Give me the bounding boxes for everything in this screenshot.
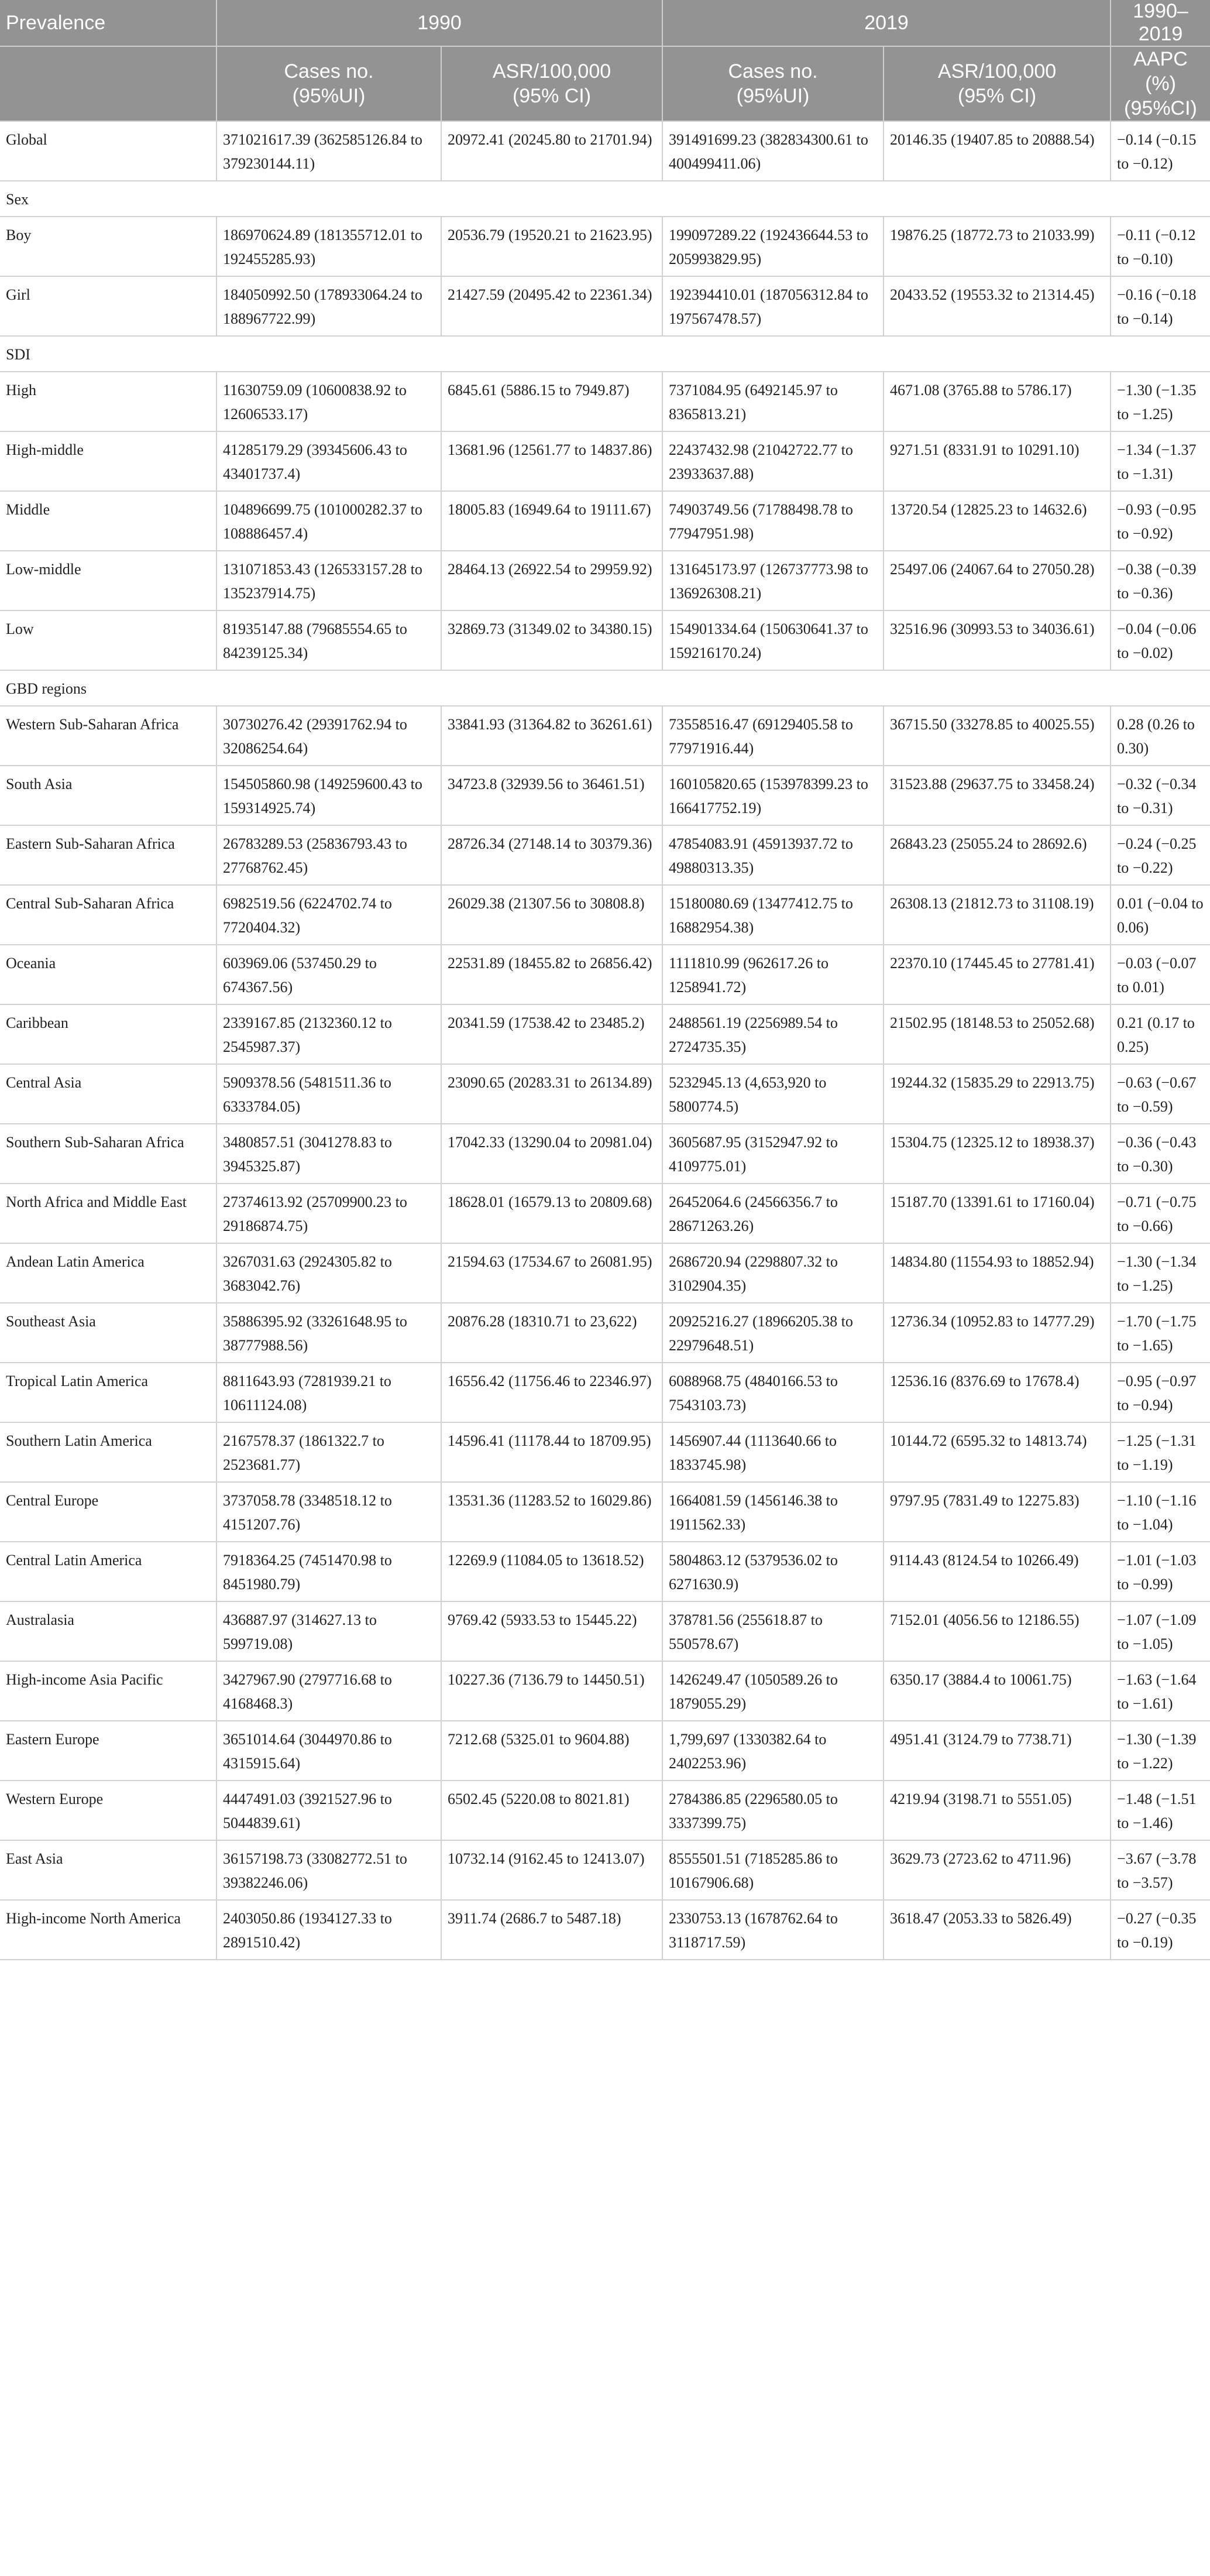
cases-1990-cell: 27374613.92 (25709900.23 to 29186874.75) <box>216 1184 441 1243</box>
asr-1990-cell: 17042.33 (13290.04 to 20981.04) <box>441 1124 662 1184</box>
asr-1990-cell: 20972.41 (20245.80 to 21701.94) <box>441 121 662 181</box>
row-label: Southern Latin America <box>0 1422 216 1482</box>
asr-1990-cell: 3911.74 (2686.7 to 5487.18) <box>441 1900 662 1960</box>
aapc-cell: −1.30 (−1.39 to −1.22) <box>1111 1721 1210 1781</box>
aapc-cell: 0.01 (−0.04 to 0.06) <box>1111 885 1210 945</box>
cases-1990-cell: 7918364.25 (7451470.98 to 8451980.79) <box>216 1542 441 1601</box>
cases-2019-cell: 131645173.97 (126737773.98 to 136926308.21) <box>662 551 884 610</box>
row-label: Central Asia <box>0 1064 216 1124</box>
cases-1990-cell: 186970624.89 (181355712.01 to 192455285.93) <box>216 217 441 276</box>
asr-1990-cell: 12269.9 (11084.05 to 13618.52) <box>441 1542 662 1601</box>
asr-1990-cell: 13681.96 (12561.77 to 14837.86) <box>441 431 662 491</box>
section-row <box>0 181 1210 217</box>
asr-2019-cell: 3618.47 (2053.33 to 5826.49) <box>884 1900 1111 1960</box>
table-row <box>0 1482 1210 1542</box>
asr-2019-cell: 20433.52 (19553.32 to 21314.45) <box>884 276 1111 336</box>
asr-2019-cell: 25497.06 (24067.64 to 27050.28) <box>884 551 1111 610</box>
cases-2019-cell: 8555501.51 (7185285.86 to 10167906.68) <box>662 1840 884 1900</box>
row-label: Southern Sub-Saharan Africa <box>0 1124 216 1184</box>
aapc-cell: −1.70 (−1.75 to −1.65) <box>1111 1303 1210 1363</box>
cases-2019-cell: 2330753.13 (1678762.64 to 3118717.59) <box>662 1900 884 1960</box>
table-row <box>0 1363 1210 1422</box>
cases-1990-cell: 436887.97 (314627.13 to 599719.08) <box>216 1601 441 1661</box>
row-label: Caribbean <box>0 1004 216 1064</box>
cases-1990-cell: 3737058.78 (3348518.12 to 4151207.76) <box>216 1482 441 1542</box>
aapc-cell: −0.14 (−0.15 to −0.12) <box>1111 121 1210 181</box>
asr-1990-cell: 20536.79 (19520.21 to 21623.95) <box>441 217 662 276</box>
cases-1990-cell: 81935147.88 (79685554.65 to 84239125.34) <box>216 610 441 670</box>
header-asr-1990: ASR/100,000 (95% CI) <box>441 46 662 121</box>
asr-2019-cell: 22370.10 (17445.45 to 27781.41) <box>884 945 1111 1004</box>
aapc-cell: −1.01 (−1.03 to −0.99) <box>1111 1542 1210 1601</box>
asr-2019-cell: 12736.34 (10952.83 to 14777.29) <box>884 1303 1111 1363</box>
cases-2019-cell: 2686720.94 (2298807.32 to 3102904.35) <box>662 1243 884 1303</box>
table-row <box>0 276 1210 336</box>
table-row <box>0 885 1210 945</box>
asr-1990-cell: 13531.36 (11283.52 to 16029.86) <box>441 1482 662 1542</box>
cases-1990-cell: 131071853.43 (126533157.28 to 135237914.75) <box>216 551 441 610</box>
aapc-cell: −0.11 (−0.12 to −0.10) <box>1111 217 1210 276</box>
asr-1990-cell: 28726.34 (27148.14 to 30379.36) <box>441 825 662 885</box>
asr-1990-cell: 10227.36 (7136.79 to 14450.51) <box>441 1661 662 1721</box>
asr-1990-cell: 9769.42 (5933.53 to 15445.22) <box>441 1601 662 1661</box>
table-row <box>0 121 1210 181</box>
asr-2019-cell: 9797.95 (7831.49 to 12275.83) <box>884 1482 1111 1542</box>
asr-2019-cell: 4951.41 (3124.79 to 7738.71) <box>884 1721 1111 1781</box>
cases-2019-cell: 199097289.22 (192436644.53 to 205993829.95) <box>662 217 884 276</box>
row-label: Oceania <box>0 945 216 1004</box>
header-cases-2019: Cases no. (95%UI) <box>662 46 884 121</box>
aapc-cell: −0.03 (−0.07 to 0.01) <box>1111 945 1210 1004</box>
table-row <box>0 1601 1210 1661</box>
cases-2019-cell: 74903749.56 (71788498.78 to 77947951.98) <box>662 491 884 551</box>
row-label: High-middle <box>0 431 216 491</box>
row-label: High-income Asia Pacific <box>0 1661 216 1721</box>
asr-2019-cell: 13720.54 (12825.23 to 14632.6) <box>884 491 1111 551</box>
cases-2019-cell: 22437432.98 (21042722.77 to 23933637.88) <box>662 431 884 491</box>
cases-2019-cell: 5804863.12 (5379536.02 to 6271630.9) <box>662 1542 884 1601</box>
aapc-cell: −0.32 (−0.34 to −0.31) <box>1111 766 1210 825</box>
table-row <box>0 1900 1210 1960</box>
cases-1990-cell: 36157198.73 (33082772.51 to 39382246.06) <box>216 1840 441 1900</box>
row-label: Western Europe <box>0 1781 216 1840</box>
aapc-cell: −1.30 (−1.34 to −1.25) <box>1111 1243 1210 1303</box>
row-label: Tropical Latin America <box>0 1363 216 1422</box>
row-label: High <box>0 372 216 431</box>
row-label: Central Sub-Saharan Africa <box>0 885 216 945</box>
aapc-cell: −0.93 (−0.95 to −0.92) <box>1111 491 1210 551</box>
asr-2019-cell: 9271.51 (8331.91 to 10291.10) <box>884 431 1111 491</box>
asr-1990-cell: 18628.01 (16579.13 to 20809.68) <box>441 1184 662 1243</box>
row-label: Global <box>0 121 216 181</box>
cases-2019-cell: 1456907.44 (1113640.66 to 1833745.98) <box>662 1422 884 1482</box>
row-label: Middle <box>0 491 216 551</box>
aapc-cell: −0.04 (−0.06 to −0.02) <box>1111 610 1210 670</box>
asr-2019-cell: 26843.23 (25055.24 to 28692.6) <box>884 825 1111 885</box>
aapc-cell: 0.21 (0.17 to 0.25) <box>1111 1004 1210 1064</box>
asr-2019-cell: 15187.70 (13391.61 to 17160.04) <box>884 1184 1111 1243</box>
table-row <box>0 1064 1210 1124</box>
asr-2019-cell: 4219.94 (3198.71 to 5551.05) <box>884 1781 1111 1840</box>
table-row <box>0 945 1210 1004</box>
asr-1990-cell: 22531.89 (18455.82 to 26856.42) <box>441 945 662 1004</box>
asr-1990-cell: 18005.83 (16949.64 to 19111.67) <box>441 491 662 551</box>
table-row <box>0 431 1210 491</box>
aapc-cell: −0.16 (−0.18 to −0.14) <box>1111 276 1210 336</box>
header-year-2019: 2019 <box>662 0 1111 46</box>
aapc-cell: −1.30 (−1.35 to −1.25) <box>1111 372 1210 431</box>
cases-1990-cell: 184050992.50 (178933064.24 to 188967722.99) <box>216 276 441 336</box>
cases-2019-cell: 26452064.6 (24566356.7 to 28671263.26) <box>662 1184 884 1243</box>
cases-2019-cell: 1111810.99 (962617.26 to 1258941.72) <box>662 945 884 1004</box>
row-label: Australasia <box>0 1601 216 1661</box>
table-row <box>0 551 1210 610</box>
aapc-cell: −0.38 (−0.39 to −0.36) <box>1111 551 1210 610</box>
asr-1990-cell: 14596.41 (11178.44 to 18709.95) <box>441 1422 662 1482</box>
row-label: Girl <box>0 276 216 336</box>
aapc-cell: −1.48 (−1.51 to −1.46) <box>1111 1781 1210 1840</box>
asr-1990-cell: 21594.63 (17534.67 to 26081.95) <box>441 1243 662 1303</box>
cases-1990-cell: 5909378.56 (5481511.36 to 6333784.05) <box>216 1064 441 1124</box>
table-row <box>0 1184 1210 1243</box>
cases-2019-cell: 154901334.64 (150630641.37 to 159216170.24) <box>662 610 884 670</box>
row-label: Andean Latin America <box>0 1243 216 1303</box>
asr-1990-cell: 33841.93 (31364.82 to 36261.61) <box>441 706 662 766</box>
cases-1990-cell: 6982519.56 (6224702.74 to 7720404.32) <box>216 885 441 945</box>
asr-1990-cell: 26029.38 (21307.56 to 30808.8) <box>441 885 662 945</box>
cases-1990-cell: 26783289.53 (25836793.43 to 27768762.45) <box>216 825 441 885</box>
row-label: High-income North America <box>0 1900 216 1960</box>
cases-1990-cell: 3427967.90 (2797716.68 to 4168468.3) <box>216 1661 441 1721</box>
asr-2019-cell: 19244.32 (15835.29 to 22913.75) <box>884 1064 1111 1124</box>
asr-2019-cell: 20146.35 (19407.85 to 20888.54) <box>884 121 1111 181</box>
cases-1990-cell: 41285179.29 (39345606.43 to 43401737.4) <box>216 431 441 491</box>
asr-2019-cell: 15304.75 (12325.12 to 18938.37) <box>884 1124 1111 1184</box>
asr-2019-cell: 10144.72 (6595.32 to 14813.74) <box>884 1422 1111 1482</box>
table-row <box>0 1661 1210 1721</box>
cases-2019-cell: 2784386.85 (2296580.05 to 3337399.75) <box>662 1781 884 1840</box>
asr-2019-cell: 32516.96 (30993.53 to 34036.61) <box>884 610 1111 670</box>
asr-2019-cell: 14834.80 (11554.93 to 18852.94) <box>884 1243 1111 1303</box>
asr-2019-cell: 3629.73 (2723.62 to 4711.96) <box>884 1840 1111 1900</box>
asr-1990-cell: 20876.28 (18310.71 to 23,622) <box>441 1303 662 1363</box>
cases-2019-cell: 391491699.23 (382834300.61 to 400499411.06) <box>662 121 884 181</box>
table-row <box>0 1781 1210 1840</box>
asr-2019-cell: 12536.16 (8376.69 to 17678.4) <box>884 1363 1111 1422</box>
row-label: Eastern Sub-Saharan Africa <box>0 825 216 885</box>
cases-2019-cell: 3605687.95 (3152947.92 to 4109775.01) <box>662 1124 884 1184</box>
row-label: Central Europe <box>0 1482 216 1542</box>
asr-2019-cell: 19876.25 (18772.73 to 21033.99) <box>884 217 1111 276</box>
cases-1990-cell: 3651014.64 (3044970.86 to 4315915.64) <box>216 1721 441 1781</box>
asr-2019-cell: 7152.01 (4056.56 to 12186.55) <box>884 1601 1111 1661</box>
row-label: Central Latin America <box>0 1542 216 1601</box>
header-cases-1990: Cases no. (95%UI) <box>216 46 441 121</box>
cases-2019-cell: 192394410.01 (187056312.84 to 197567478.57) <box>662 276 884 336</box>
cases-2019-cell: 47854083.91 (45913937.72 to 49880313.35) <box>662 825 884 885</box>
section-row <box>0 336 1210 372</box>
section-label: Sex <box>0 181 1210 217</box>
table-row <box>0 766 1210 825</box>
row-label: South Asia <box>0 766 216 825</box>
cases-1990-cell: 3267031.63 (2924305.82 to 3683042.76) <box>216 1243 441 1303</box>
table-row <box>0 706 1210 766</box>
asr-1990-cell: 23090.65 (20283.31 to 26134.89) <box>441 1064 662 1124</box>
cases-2019-cell: 6088968.75 (4840166.53 to 7543103.73) <box>662 1363 884 1422</box>
cases-1990-cell: 603969.06 (537450.29 to 674367.56) <box>216 945 441 1004</box>
table-row <box>0 372 1210 431</box>
table-body <box>0 121 1210 1960</box>
cases-2019-cell: 20925216.27 (18966205.38 to 22979648.51) <box>662 1303 884 1363</box>
header-empty <box>0 46 216 121</box>
asr-2019-cell: 21502.95 (18148.53 to 25052.68) <box>884 1004 1111 1064</box>
asr-2019-cell: 4671.08 (3765.88 to 5786.17) <box>884 372 1111 431</box>
cases-1990-cell: 30730276.42 (29391762.94 to 32086254.64) <box>216 706 441 766</box>
row-label: North Africa and Middle East <box>0 1184 216 1243</box>
cases-1990-cell: 8811643.93 (7281939.21 to 10611124.08) <box>216 1363 441 1422</box>
asr-1990-cell: 16556.42 (11756.46 to 22346.97) <box>441 1363 662 1422</box>
asr-2019-cell: 9114.43 (8124.54 to 10266.49) <box>884 1542 1111 1601</box>
table-row <box>0 1243 1210 1303</box>
table-row <box>0 1840 1210 1900</box>
asr-1990-cell: 28464.13 (26922.54 to 29959.92) <box>441 551 662 610</box>
cases-1990-cell: 371021617.39 (362585126.84 to 379230144.11) <box>216 121 441 181</box>
row-label: Western Sub-Saharan Africa <box>0 706 216 766</box>
header-asr-2019: ASR/100,000 (95% CI) <box>884 46 1111 121</box>
table-row <box>0 217 1210 276</box>
asr-1990-cell: 21427.59 (20495.42 to 22361.34) <box>441 276 662 336</box>
cases-1990-cell: 3480857.51 (3041278.83 to 3945325.87) <box>216 1124 441 1184</box>
table-row <box>0 1004 1210 1064</box>
aapc-cell: −1.07 (−1.09 to −1.05) <box>1111 1601 1210 1661</box>
aapc-cell: −0.27 (−0.35 to −0.19) <box>1111 1900 1210 1960</box>
header-row-metrics <box>0 46 1210 121</box>
cases-1990-cell: 2167578.37 (1861322.7 to 2523681.77) <box>216 1422 441 1482</box>
row-label: Boy <box>0 217 216 276</box>
header-trend-period: 1990–2019 <box>1111 0 1210 46</box>
cases-1990-cell: 4447491.03 (3921527.96 to 5044839.61) <box>216 1781 441 1840</box>
asr-1990-cell: 6502.45 (5220.08 to 8021.81) <box>441 1781 662 1840</box>
asr-2019-cell: 31523.88 (29637.75 to 33458.24) <box>884 766 1111 825</box>
section-label: GBD regions <box>0 670 1210 706</box>
header-year-1990: 1990 <box>216 0 662 46</box>
cases-2019-cell: 378781.56 (255618.87 to 550578.67) <box>662 1601 884 1661</box>
table-row <box>0 1542 1210 1601</box>
aapc-cell: −0.71 (−0.75 to −0.66) <box>1111 1184 1210 1243</box>
aapc-cell: −3.67 (−3.78 to −3.57) <box>1111 1840 1210 1900</box>
aapc-cell: −0.95 (−0.97 to −0.94) <box>1111 1363 1210 1422</box>
row-label: Low <box>0 610 216 670</box>
row-label: Southeast Asia <box>0 1303 216 1363</box>
aapc-cell: −0.36 (−0.43 to −0.30) <box>1111 1124 1210 1184</box>
cases-2019-cell: 1426249.47 (1050589.26 to 1879055.29) <box>662 1661 884 1721</box>
section-row <box>0 670 1210 706</box>
asr-2019-cell: 36715.50 (33278.85 to 40025.55) <box>884 706 1111 766</box>
aapc-cell: 0.28 (0.26 to 0.30) <box>1111 706 1210 766</box>
header-row-years <box>0 0 1210 46</box>
row-label: East Asia <box>0 1840 216 1900</box>
cases-2019-cell: 2488561.19 (2256989.54 to 2724735.35) <box>662 1004 884 1064</box>
asr-2019-cell: 26308.13 (21812.73 to 31108.19) <box>884 885 1111 945</box>
asr-2019-cell: 6350.17 (3884.4 to 10061.75) <box>884 1661 1111 1721</box>
cases-1990-cell: 104896699.75 (101000282.37 to 108886457.4) <box>216 491 441 551</box>
row-label: Eastern Europe <box>0 1721 216 1781</box>
asr-1990-cell: 7212.68 (5325.01 to 9604.88) <box>441 1721 662 1781</box>
cases-2019-cell: 160105820.65 (153978399.23 to 166417752.19) <box>662 766 884 825</box>
cases-1990-cell: 2339167.85 (2132360.12 to 2545987.37) <box>216 1004 441 1064</box>
cases-2019-cell: 1664081.59 (1456146.38 to 1911562.33) <box>662 1482 884 1542</box>
aapc-cell: −1.25 (−1.31 to −1.19) <box>1111 1422 1210 1482</box>
cases-2019-cell: 5232945.13 (4,653,920 to 5800774.5) <box>662 1064 884 1124</box>
asr-1990-cell: 6845.61 (5886.15 to 7949.87) <box>441 372 662 431</box>
cases-1990-cell: 154505860.98 (149259600.43 to 159314925.74) <box>216 766 441 825</box>
cases-2019-cell: 1,799,697 (1330382.64 to 2402253.96) <box>662 1721 884 1781</box>
asr-1990-cell: 10732.14 (9162.45 to 12413.07) <box>441 1840 662 1900</box>
cases-2019-cell: 73558516.47 (69129405.58 to 77971916.44) <box>662 706 884 766</box>
table-row <box>0 1422 1210 1482</box>
table-row <box>0 1303 1210 1363</box>
section-label: SDI <box>0 336 1210 372</box>
header-aapc: AAPC (%) (95%CI) <box>1111 46 1210 121</box>
table-row <box>0 1124 1210 1184</box>
cases-1990-cell: 11630759.09 (10600838.92 to 12606533.17) <box>216 372 441 431</box>
table-row <box>0 1721 1210 1781</box>
header-corner: Prevalence <box>0 0 216 46</box>
cases-2019-cell: 15180080.69 (13477412.75 to 16882954.38) <box>662 885 884 945</box>
aapc-cell: −0.63 (−0.67 to −0.59) <box>1111 1064 1210 1124</box>
row-label: Low-middle <box>0 551 216 610</box>
cases-1990-cell: 35886395.92 (33261648.95 to 38777988.56) <box>216 1303 441 1363</box>
aapc-cell: −1.10 (−1.16 to −1.04) <box>1111 1482 1210 1542</box>
aapc-cell: −1.34 (−1.37 to −1.31) <box>1111 431 1210 491</box>
asr-1990-cell: 34723.8 (32939.56 to 36461.51) <box>441 766 662 825</box>
aapc-cell: −0.24 (−0.25 to −0.22) <box>1111 825 1210 885</box>
table-row <box>0 825 1210 885</box>
asr-1990-cell: 32869.73 (31349.02 to 34380.15) <box>441 610 662 670</box>
table-row <box>0 491 1210 551</box>
table-row <box>0 610 1210 670</box>
cases-2019-cell: 7371084.95 (6492145.97 to 8365813.21) <box>662 372 884 431</box>
aapc-cell: −1.63 (−1.64 to −1.61) <box>1111 1661 1210 1721</box>
asr-1990-cell: 20341.59 (17538.42 to 23485.2) <box>441 1004 662 1064</box>
cases-1990-cell: 2403050.86 (1934127.33 to 2891510.42) <box>216 1900 441 1960</box>
